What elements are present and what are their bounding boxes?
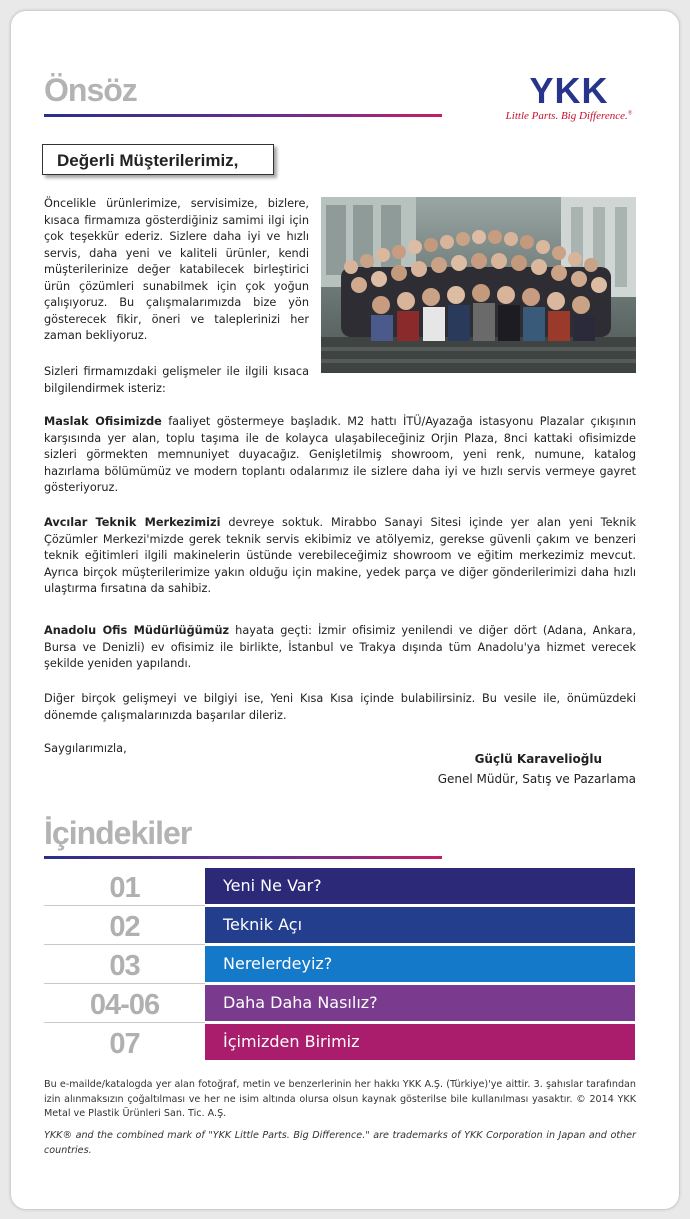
toc-divider xyxy=(44,1022,205,1023)
toc-number: 03 xyxy=(109,950,140,982)
toc-number: 01 xyxy=(109,872,140,904)
logo-wordmark: YKK xyxy=(529,70,609,111)
paragraph-avcilar: Avcılar Teknik Merkezimizi devreye soktuk. Mirabbo Sanayi Sitesi içinde yer alan yeni Teknik Çözümler Merkezi'mizde gerek teknik servis ekibimiz ve atölyemiz, gerekse güvenli çakım ve benzeri teknik eğitimleri ilgili makinelerin üstünde verebileceğimiz showroom ve eğitim merkezimiz mevcut. Ayrıca birçok müşterilerimize yakın olduğu için makine, yedek parça ve diğer gönderilerimizi daha hızlı ulaştırma fırsatına da sahibiz. xyxy=(44,516,636,595)
greeting-heading: Değerli Müşterilerimiz, xyxy=(42,144,274,175)
toc-divider xyxy=(44,944,205,945)
trademark-notice: YKK® and the combined mark of "YKK Little Parts. Big Difference." are trademarks of YKK Corporation in Japan and other countries. xyxy=(44,1130,636,1156)
signer-name: Güçlü Karavelioğlu xyxy=(474,752,602,766)
team-photo xyxy=(321,197,636,373)
toc-divider xyxy=(44,905,205,906)
preface-title: Önsöz xyxy=(44,72,137,108)
toc-row[interactable] xyxy=(44,907,635,943)
toc-row[interactable] xyxy=(44,868,635,904)
ykk-logo xyxy=(504,70,634,122)
contents-underline xyxy=(44,856,442,859)
toc-divider xyxy=(44,983,205,984)
regards-text: Saygılarımızla, xyxy=(44,742,127,755)
title-underline xyxy=(44,114,442,117)
signer-title: Genel Müdür, Satış ve Pazarlama xyxy=(437,772,636,786)
toc-link[interactable]: İçimizden Birimiz xyxy=(205,1024,635,1060)
intro-paragraph: Öncelikle ürünlerimize, servisimize, bizlere, kısaca firmamıza gösterdiğiniz samimi ilgi için çok teşekkür ederiz. Sizlere daha iyi ve hızlı servis, daha yeni ve kaliteli ürünler, kendi müşterilerinize değer katabilecek birleştirici ürün çözümleri sunabilmek için çok yoğun çalışıyoruz. Bu çalışmalarımızda bize yön gösterecek fikir, öneri ve taleplerinizi her zaman bekliyoruz. xyxy=(44,197,309,342)
toc-link[interactable]: Nerelerdeyiz? xyxy=(205,946,635,982)
copyright-notice: Bu e-mailde/katalogda yer alan fotoğraf, metin ve benzerlerinin her hakkı YKK A.Ş. (Türkiye)'ye aittir. 3. şahıslar tarafından izin alınmaksızın çoğaltılması ve her ne isim altında olursa olsun kaynak gösterilse bile kullanılması yasaktır. © 2014 YKK Metal ve Plastik Ürünleri San. Tic. A.Ş. xyxy=(44,1079,636,1119)
team-photo-illustration xyxy=(321,197,636,373)
contents-title: İçindekiler xyxy=(44,815,192,851)
toc-row[interactable] xyxy=(44,985,635,1021)
toc-row[interactable] xyxy=(44,1024,635,1060)
closing-paragraph: Diğer birçok gelişmeyi ve bilgiyi ise, Yeni Kısa Kısa içinde bulabilirsiniz. Bu vesile ile, önümüzdeki dönemde çalışmalarınızda başarılar dileriz. xyxy=(44,692,636,722)
paragraph-maslak: Maslak Ofisimizde faaliyet göstermeye başladık. M2 hattı İTÜ/Ayazağa istasyonu Plazalar çıkışının karşısında yer alan, toplu taşıma ile de kolayca ulaşabileceğiniz Orjin Plaza, 8nci kattaki ofisimizde sizleri görmekten memnuniyet duyacağız. Genişletilmiş showroom, yeni renk, numune, katalog hazırlama bölümümüz ve modern toplantı odalarımız ile sizlere daha iyi ve hızlı servis vermeye gayret gösteriyoruz. xyxy=(44,415,637,494)
toc-number: 02 xyxy=(109,911,140,943)
toc-number: 04-06 xyxy=(89,989,160,1021)
toc-number: 07 xyxy=(109,1028,140,1060)
toc-link[interactable]: Daha Daha Nasılız? xyxy=(205,985,635,1021)
intro-paragraph-2: Sizleri firmamızdaki gelişmeler ile ilgili kısaca bilgilendirmek isteriz: xyxy=(44,365,309,395)
toc-link[interactable]: Teknik Açı xyxy=(205,907,635,943)
paragraph-anadolu: Anadolu Ofis Müdürlüğümüz hayata geçti: İzmir ofisimiz yenilendi ve diğer dört (Adana, Ankara, Bursa ve Denizli) ev ofisimiz ile birlikte, İstanbul ve Trakya dışında tüm Anadolu'ya hizmet verecek şekilde yeniden yapılandı. xyxy=(44,624,636,670)
toc-link[interactable]: Yeni Ne Var? xyxy=(205,868,635,904)
logo-tagline: Little Parts. Big Difference.® xyxy=(505,110,633,122)
toc-row[interactable] xyxy=(44,946,635,982)
